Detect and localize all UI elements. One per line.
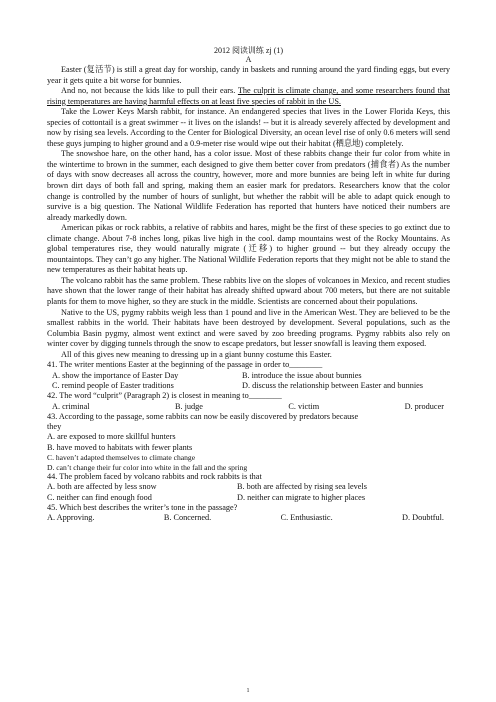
q43-option-c: C. haven’t adapted themselves to climate change bbox=[47, 452, 196, 462]
q41-option-a: A. show the importance of Easter Day bbox=[52, 370, 179, 380]
question-42-options bbox=[47, 402, 450, 412]
q44-option-c: C. neither can find enough food bbox=[47, 492, 152, 502]
q42-option-a: A. criminal bbox=[52, 401, 90, 411]
paragraph-2-text: And no, not because the kids like to pull their ears. bbox=[61, 86, 236, 96]
q44-option-d: D. neither can migrate to higher places bbox=[237, 492, 366, 502]
question-41-options-ab bbox=[47, 371, 450, 381]
question-42: 42. The word “culprit” (Paragraph 2) is closest in meaning to________ bbox=[47, 391, 282, 401]
q42-option-d: D. producer bbox=[404, 401, 444, 411]
question-41-options-cd bbox=[47, 381, 450, 391]
q45-option-c: C. Enthusiastic. bbox=[280, 513, 333, 523]
paragraph-8: All of this gives new meaning to dressing up in a giant bunny costume this Easter. bbox=[61, 349, 332, 359]
q41-option-d: D. discuss the relationship between Easter and bunnies bbox=[242, 380, 423, 390]
page-number: 1 bbox=[246, 688, 250, 694]
q41-option-c: C. remind people of Easter traditions bbox=[52, 380, 174, 390]
paragraph-7: Native to the US, pygmy rabbits weigh less than 1 pound and live in the American West. They are believed to be the smallest rabbits in the world. Their habitats have been destroyed by development. Several populations, such as the Columbia Basin pygmy, almost went extinct and were saved by zoo breeding programs. Pygmy rabbits also rely on winter cover by digging tunnels through the snow to escape predators, but lesser snowfall is leaving them exposed. bbox=[47, 307, 450, 349]
question-44-options-ab bbox=[47, 482, 450, 492]
question-43-continued: they bbox=[47, 422, 62, 432]
q42-option-c: C. victim bbox=[288, 401, 320, 411]
document-title: 2012 阅读训练 zj (1) bbox=[213, 46, 284, 55]
q44-option-b: B. both are affected by rising sea levels bbox=[237, 482, 367, 492]
q45-option-d: D. Doubtful. bbox=[402, 513, 444, 523]
question-45: 45. Which best describes the writer’s tone in the passage? bbox=[47, 503, 238, 513]
q44-option-a: A. both are affected by less snow bbox=[47, 482, 157, 492]
questions-section bbox=[47, 360, 450, 523]
question-43: 43. According to the passage, some rabbits can now be easily discovered by predators because bbox=[47, 411, 359, 421]
q42-option-b: B. judge bbox=[175, 401, 203, 411]
question-45-options bbox=[47, 513, 450, 523]
question-44-options-cd bbox=[47, 493, 450, 503]
paragraph-1: Easter (复活节) is still a great day for worship, candy in baskets and running around the yard finding eggs, but every year it gets quite a bit worse for bunnies. bbox=[47, 65, 450, 85]
q41-option-b: B. introduce the issue about bunnies bbox=[242, 370, 362, 380]
paragraph-5: American pikas or rock rabbits, a relative of rabbits and hares, might be the first of these species to go extinct due to climate change. About 7-8 inches long, pikas live high in the cool. damp mountains west of the Rocky Mountains. As global temperatures rise, they would naturally migrate (迁移) to higher ground -- but they already occupy the mountaintops. They can’t go any higher. The National Wildlife Federation reports that they might not be able to stand the new temperatures as their habitat heats up. bbox=[47, 223, 450, 275]
q45-option-b: B. Concerned. bbox=[163, 513, 212, 523]
q43-option-b: B. have moved to habitats with fewer plants bbox=[47, 442, 193, 452]
underlined-sentence: The culprit is climate change, and some researchers found that rising temperatures are having harmful effects on at least five species of rabbit in the US. bbox=[47, 86, 450, 106]
question-44: 44. The problem faced by volcano rabbits and rock rabbits is that bbox=[47, 472, 262, 482]
section-label: A bbox=[245, 55, 252, 64]
q45-option-a: A. Approving. bbox=[47, 513, 95, 523]
paragraph-2 bbox=[47, 86, 450, 107]
q43-option-a: A. are exposed to more skillful hunters bbox=[47, 432, 176, 442]
paragraph-3: Take the Lower Keys Marsh rabbit, for instance. An endangered species that lives in the Lower Florida Keys, this species of cottontail is a great swimmer -- it lives on the islands! -- but it is already severely affected by development and now by rising sea levels. According to the Center for Biological Diversity, an ocean level rise of only 0.6 meters will send these guys jumping to higher ground and a 0.9-meter rise would wipe out their habitat (栖息地) completely. bbox=[47, 107, 450, 148]
paragraph-6: The volcano rabbit has the same problem. These rabbits live on the slopes of volcanoes in Mexico, and recent studies have shown that the lower range of their habitat has already shifted upward about 700 meters, but there are not suitable plants for them to move higher, so they are stuck in the middle. Scientists are concerned about their populations. bbox=[47, 275, 450, 307]
q43-option-d: D. can’t change their fur color into white in the fall and the spring bbox=[47, 462, 248, 472]
paragraph-4: The snowshoe hare, on the other hand, has a color issue. Most of these rabbits change their fur color from white in the wintertime to brown in the summer, each designed to give them better cover from predators (捕食者) As the number of days with snow decreases all across the country, however, more and more bunnies are being left in white fur during brown dirt days of both fall and spring, making them an easier mark for predators. Researchers know that the color change is controlled by the number of hours of sunlight, but whether the rabbit will be able to adapt quick enough to survive is a big question. The National Wildlife Federation has reported that hunters have noticed their numbers are already markedly down. bbox=[47, 149, 450, 222]
question-41: 41. The writer mentions Easter at the beginning of the passage in order to________ bbox=[47, 360, 323, 370]
